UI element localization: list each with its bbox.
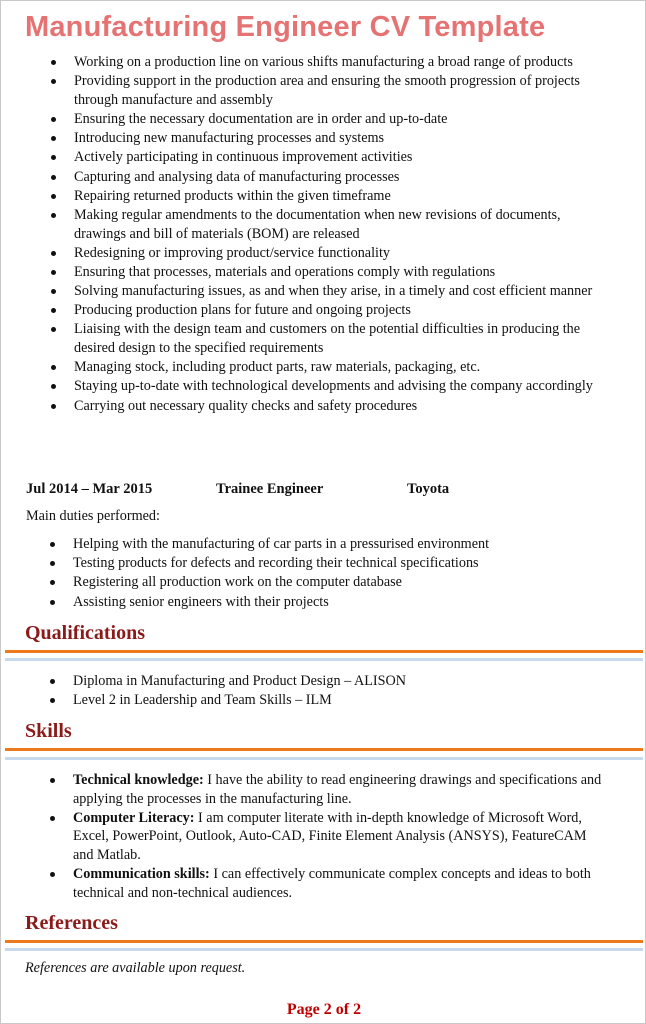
list-item: [24, 53, 609, 72]
job-dates: Jul 2014 – Mar 2015: [26, 481, 153, 497]
list-item: [24, 244, 609, 263]
references-text: References are available upon request.: [25, 960, 246, 976]
list-item-text: Capturing and analysing data of manufacturing processes: [74, 168, 400, 185]
job-duties-list: [23, 535, 608, 612]
list-item-text: Diploma in Manufacturing and Product Design – ALISON: [73, 673, 406, 689]
list-item: [24, 168, 609, 187]
bullet-icon: [50, 542, 55, 547]
list-item-text: Providing support in the production area and ensuring the smooth progression of projects through manufacture and assembly: [74, 73, 580, 108]
bullet-icon: [51, 194, 56, 199]
bullet-icon: [50, 580, 55, 585]
skill-text: I have the ability to read engineering drawings and specifications and applying the processes in the manufacturing line.: [73, 772, 602, 807]
section-divider: [5, 940, 643, 943]
bullet-icon: [51, 155, 56, 160]
list-item: [24, 397, 609, 416]
skills-list: [23, 771, 608, 903]
bullet-icon: [50, 698, 55, 703]
section-heading-references: References: [25, 912, 118, 934]
bullet-icon: [51, 384, 56, 389]
bullet-icon: [51, 175, 56, 180]
list-item-text: Helping with the manufacturing of car parts in a pressurised environment: [73, 536, 490, 552]
bullet-icon: [51, 270, 56, 275]
skill-label: Communication skills:: [73, 866, 210, 883]
experience-duties-list: [24, 53, 609, 416]
section-divider: [5, 748, 643, 751]
list-item-text: Producing production plans for future and ongoing projects: [74, 302, 411, 319]
list-item: [23, 691, 608, 710]
bullet-icon: [51, 365, 56, 370]
list-item: [24, 129, 609, 148]
list-item: [23, 865, 608, 902]
list-item: [23, 554, 608, 573]
list-item-text: Assisting senior engineers with their projects: [73, 593, 329, 610]
list-item: [24, 301, 609, 320]
list-item: [24, 358, 609, 377]
list-item: [23, 573, 608, 592]
bullet-icon: [50, 679, 55, 684]
section-heading-qualifications: Qualifications: [25, 622, 146, 644]
list-item: [23, 672, 608, 691]
section-divider: [5, 948, 643, 951]
list-item-text: Liaising with the design team and customers on the potential difficulties in producing the desired design to the specified requirements: [74, 321, 581, 357]
list-item-text: Staying up-to-date with technological developments and advising the company accordingly: [74, 378, 593, 395]
list-item: [24, 282, 609, 301]
list-item-text: Managing stock, including product parts, raw materials, packaging, etc.: [74, 359, 481, 376]
page-title: Manufacturing Engineer CV Template: [25, 11, 546, 43]
list-item-text: Carrying out necessary quality checks and safety procedures: [74, 397, 418, 414]
section-divider: [5, 650, 643, 653]
list-item: [24, 320, 609, 357]
section-divider: [5, 757, 643, 760]
bullet-icon: [50, 872, 55, 877]
list-item-text: Testing products for defects and recording their technical specifications: [73, 555, 479, 572]
duties-label: Main duties performed:: [26, 508, 160, 524]
skill-label: Technical knowledge:: [73, 772, 204, 788]
list-item-text: Solving manufacturing issues, as and when they arise, in a timely and cost efficient manner: [74, 283, 593, 300]
job-role: Trainee Engineer: [216, 481, 324, 497]
list-item: [24, 263, 609, 282]
list-item: [23, 771, 608, 808]
list-item-text: Ensuring the necessary documentation are in order and up-to-date: [74, 110, 448, 127]
skill-label: Computer Literacy:: [73, 809, 195, 826]
bullet-icon: [51, 404, 56, 409]
bullet-icon: [51, 136, 56, 141]
list-item-text: Level 2 in Leadership and Team Skills – ILM: [73, 692, 332, 709]
list-item-text: Ensuring that processes, materials and operations comply with regulations: [74, 263, 496, 280]
bullet-icon: [51, 308, 56, 313]
list-item: [24, 110, 609, 129]
bullet-icon: [51, 60, 56, 65]
page-number: Page 2 of 2: [286, 1001, 362, 1018]
job-company: Toyota: [407, 481, 450, 497]
list-item: [24, 206, 609, 243]
list-item-text: Making regular amendments to the documentation when new revisions of documents, drawings and bill of materials (BOM) are released: [74, 206, 561, 242]
list-item: [23, 593, 608, 612]
list-item: [23, 809, 608, 865]
list-item: [24, 377, 609, 396]
bullet-icon: [51, 213, 56, 218]
list-item: [24, 72, 609, 109]
bullet-icon: [51, 289, 56, 294]
bullet-icon: [50, 816, 55, 821]
bullet-icon: [50, 778, 55, 783]
section-divider: [5, 658, 643, 661]
list-item-text: Registering all production work on the computer database: [73, 574, 402, 591]
list-item: [24, 187, 609, 206]
skill-text: I am computer literate with in-depth knowledge of Microsoft Word, Excel, PowerPoint, Outlook, Auto-CAD, Finite Element Analysis (ANSYS), FeatureCAM and Matlab.: [73, 809, 587, 863]
bullet-icon: [50, 600, 55, 605]
skill-text: I can effectively communicate complex concepts and ideas to both technical and non-technical audiences.: [73, 866, 591, 901]
list-item-text: Redesigning or improving product/service functionality: [74, 244, 390, 261]
qualifications-list: [23, 672, 608, 710]
list-item: [23, 535, 608, 554]
list-item: [24, 148, 609, 167]
bullet-icon: [51, 117, 56, 122]
list-item-text: Repairing returned products within the given timeframe: [74, 187, 391, 204]
bullet-icon: [51, 79, 56, 84]
bullet-icon: [51, 251, 56, 256]
section-heading-skills: Skills: [25, 720, 72, 742]
list-item-text: Introducing new manufacturing processes and systems: [74, 130, 385, 147]
bullet-icon: [51, 327, 56, 332]
bullet-icon: [50, 561, 55, 566]
list-item-text: Working on a production line on various shifts manufacturing a broad range of products: [74, 54, 573, 70]
list-item-text: Actively participating in continuous improvement activities: [74, 149, 413, 166]
